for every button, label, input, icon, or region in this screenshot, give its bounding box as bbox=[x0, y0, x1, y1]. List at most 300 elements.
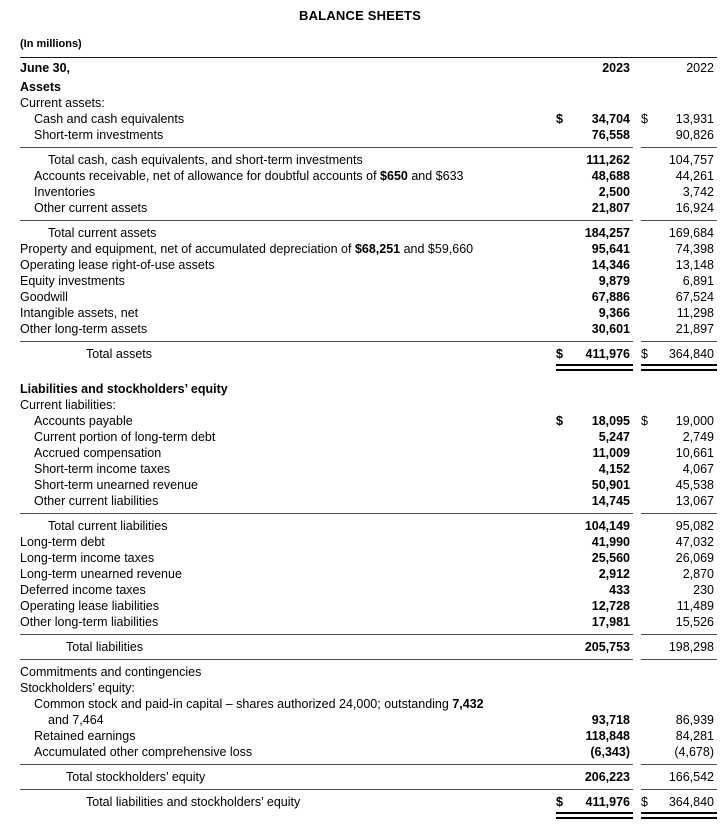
value-2023 bbox=[556, 289, 633, 305]
row-label: Short-term unearned revenue bbox=[34, 478, 198, 492]
value-2022 bbox=[641, 728, 717, 744]
row-label: Operating lease right-of-use assets bbox=[20, 258, 215, 272]
amount-2022: 13,931 bbox=[675, 112, 714, 126]
amount-2022: 104,757 bbox=[668, 153, 714, 167]
value-2022 bbox=[641, 168, 717, 184]
rule-segment-right bbox=[641, 789, 717, 790]
statement-row bbox=[20, 95, 717, 111]
value-2023 bbox=[556, 566, 633, 582]
value-2022 bbox=[641, 639, 717, 655]
column-gap bbox=[633, 550, 641, 566]
rule-segment-right bbox=[641, 659, 717, 660]
column-gap bbox=[633, 273, 641, 289]
column-gap bbox=[633, 168, 641, 184]
rule-segment-right bbox=[641, 341, 717, 342]
row-label: Long-term income taxes bbox=[20, 551, 155, 565]
rule-segment-left bbox=[20, 634, 633, 635]
column-gap bbox=[633, 598, 641, 614]
row-label: Other long-term assets bbox=[20, 322, 148, 336]
value-2023 bbox=[556, 257, 633, 273]
section-rule bbox=[20, 143, 717, 152]
amount-2022: 13,148 bbox=[675, 258, 714, 272]
value-2023 bbox=[556, 744, 633, 760]
row-label: Short-term income taxes bbox=[34, 462, 171, 476]
amount-2022: 95,082 bbox=[675, 519, 714, 533]
value-2023 bbox=[556, 111, 633, 127]
value-2022 bbox=[641, 413, 717, 429]
row-label bbox=[20, 696, 717, 712]
dollar-sign-2023: $ bbox=[556, 414, 563, 428]
amount-2022: 6,891 bbox=[682, 274, 714, 288]
amount-2023: 118,848 bbox=[585, 729, 630, 743]
amount-2023: 14,745 bbox=[591, 494, 630, 508]
column-gap bbox=[633, 712, 641, 728]
amount-2023: 2,912 bbox=[598, 567, 630, 581]
statement-row bbox=[20, 614, 717, 630]
value-2022 bbox=[641, 200, 717, 216]
statement-row bbox=[20, 241, 717, 257]
rule-segment-left bbox=[20, 659, 633, 660]
value-2023 bbox=[556, 241, 633, 257]
statement-row bbox=[20, 769, 717, 785]
amount-2022: 3,742 bbox=[682, 185, 714, 199]
statement-row bbox=[20, 321, 717, 337]
value-2022 bbox=[641, 566, 717, 582]
statement-row bbox=[20, 744, 717, 760]
statement-row bbox=[20, 273, 717, 289]
column-gap bbox=[633, 477, 641, 493]
statement-row bbox=[20, 461, 717, 477]
value-2023 bbox=[556, 305, 633, 321]
row-label: Intangible assets, net bbox=[20, 306, 139, 320]
row-label: Stockholders’ equity: bbox=[20, 681, 135, 695]
row-label: Accumulated other comprehensive loss bbox=[34, 745, 253, 759]
column-gap bbox=[633, 566, 641, 582]
row-label bbox=[20, 241, 556, 257]
amount-2023: 206,223 bbox=[584, 770, 630, 784]
value-2023 bbox=[556, 461, 633, 477]
amount-2023: 25,560 bbox=[591, 551, 630, 565]
statement-row bbox=[20, 397, 717, 413]
amount-2022: 15,526 bbox=[675, 615, 714, 629]
double-rule-2022 bbox=[641, 812, 717, 819]
row-label: Current liabilities: bbox=[20, 398, 116, 412]
value-2023 bbox=[556, 346, 633, 362]
column-gap bbox=[633, 639, 641, 655]
amount-2023: 67,886 bbox=[591, 290, 630, 304]
row-label: Goodwill bbox=[20, 290, 68, 304]
value-2022 bbox=[641, 794, 717, 810]
statement-row bbox=[20, 550, 717, 566]
double-rule-2022 bbox=[641, 364, 717, 371]
column-gap bbox=[633, 461, 641, 477]
rule-segment-left bbox=[20, 220, 633, 221]
column-gap bbox=[633, 812, 641, 819]
amount-2022: 84,281 bbox=[675, 729, 714, 743]
amount-2023: 41,990 bbox=[591, 535, 630, 549]
amount-2023: 411,976 bbox=[585, 347, 630, 361]
double-rule-spacer bbox=[20, 364, 556, 371]
section-rule bbox=[20, 760, 717, 769]
amount-2022: 74,398 bbox=[675, 242, 714, 256]
row-label: Total current liabilities bbox=[48, 519, 168, 533]
amount-2023: 184,257 bbox=[584, 226, 630, 240]
statement-row bbox=[20, 639, 717, 655]
amount-2022: 11,489 bbox=[676, 599, 714, 613]
label-part: 7,432 bbox=[452, 697, 484, 711]
amount-2022: 2,749 bbox=[682, 430, 714, 444]
amount-2023: 95,641 bbox=[591, 242, 630, 256]
row-label: Other current liabilities bbox=[34, 494, 159, 508]
amount-2022: 10,661 bbox=[675, 446, 714, 460]
rule-segment-left bbox=[20, 513, 633, 514]
amount-2022: 16,924 bbox=[675, 201, 714, 215]
amount-2022: 21,897 bbox=[675, 322, 714, 336]
row-label: Total stockholders’ equity bbox=[66, 770, 206, 784]
value-2022 bbox=[641, 241, 717, 257]
amount-2022: 19,000 bbox=[675, 414, 714, 428]
rule-segment-left bbox=[20, 147, 633, 148]
column-gap bbox=[633, 493, 641, 509]
amount-2022: 2,870 bbox=[682, 567, 714, 581]
amount-2023: 48,688 bbox=[591, 169, 630, 183]
amount-2023: 2,500 bbox=[598, 185, 630, 199]
statement-row bbox=[20, 127, 717, 143]
value-2022 bbox=[641, 273, 717, 289]
double-rule-2023 bbox=[556, 812, 633, 819]
value-2022 bbox=[641, 111, 717, 127]
amount-2023: 18,095 bbox=[591, 414, 630, 428]
amount-2023: 17,981 bbox=[591, 615, 630, 629]
column-header-row bbox=[20, 58, 717, 79]
statement-row bbox=[20, 445, 717, 461]
value-2023 bbox=[556, 477, 633, 493]
row-label bbox=[20, 168, 556, 184]
value-2023 bbox=[556, 518, 633, 534]
double-rule bbox=[20, 812, 717, 819]
row-label: Accounts payable bbox=[34, 414, 133, 428]
amount-2023: 5,247 bbox=[598, 430, 630, 444]
amount-2022: 44,261 bbox=[675, 169, 714, 183]
amount-2023: 205,753 bbox=[584, 640, 630, 654]
row-label: Long-term debt bbox=[20, 535, 105, 549]
statement-row bbox=[20, 493, 717, 509]
amount-2022: 86,939 bbox=[675, 713, 714, 727]
value-2022 bbox=[641, 518, 717, 534]
statement-rows bbox=[20, 79, 717, 819]
amount-2022: 4,067 bbox=[682, 462, 714, 476]
amount-2023: 9,879 bbox=[598, 274, 630, 288]
value-2022 bbox=[641, 769, 717, 785]
statement-row bbox=[20, 257, 717, 273]
label-part: Property and equipment, net of accumulated depreciation of bbox=[20, 242, 355, 256]
section-rule bbox=[20, 655, 717, 664]
statement-row bbox=[20, 289, 717, 305]
column-gap bbox=[633, 728, 641, 744]
column-gap bbox=[633, 364, 641, 371]
value-2023 bbox=[556, 127, 633, 143]
value-2022 bbox=[641, 477, 717, 493]
statement-row bbox=[20, 696, 717, 712]
statement-row bbox=[20, 518, 717, 534]
label-part: $650 bbox=[380, 169, 408, 183]
value-2023 bbox=[556, 200, 633, 216]
value-2023 bbox=[556, 598, 633, 614]
rule-segment-right bbox=[641, 513, 717, 514]
label-part: Accounts receivable, net of allowance for doubtful accounts of bbox=[34, 169, 381, 183]
column-gap bbox=[633, 346, 641, 362]
column-header-2023: 2023 bbox=[602, 61, 630, 75]
amount-2023: 411,976 bbox=[585, 795, 630, 809]
dollar-sign-2022: $ bbox=[641, 112, 648, 126]
statement-row bbox=[20, 225, 717, 241]
column-gap bbox=[633, 200, 641, 216]
row-label: Retained earnings bbox=[34, 729, 136, 743]
row-label: Current assets: bbox=[20, 96, 105, 110]
statement-row bbox=[20, 152, 717, 168]
section-rule bbox=[20, 785, 717, 794]
value-2022 bbox=[641, 461, 717, 477]
value-2022 bbox=[641, 582, 717, 598]
statement-row bbox=[20, 680, 717, 696]
row-label: Short-term investments bbox=[34, 128, 164, 142]
value-2022 bbox=[641, 346, 717, 362]
column-gap bbox=[633, 769, 641, 785]
column-gap bbox=[633, 413, 641, 429]
amount-2022: 11,298 bbox=[676, 306, 714, 320]
row-label: Total cash, cash equivalents, and short-term investments bbox=[48, 153, 363, 167]
rule-segment-left bbox=[20, 341, 633, 342]
value-2023 bbox=[556, 639, 633, 655]
section-rule bbox=[20, 337, 717, 346]
dollar-sign-2022: $ bbox=[641, 414, 648, 428]
row-label: Commitments and contingencies bbox=[20, 665, 202, 679]
value-2023 bbox=[556, 550, 633, 566]
value-2022 bbox=[641, 289, 717, 305]
section-rule bbox=[20, 509, 717, 518]
column-gap bbox=[633, 518, 641, 534]
value-2022 bbox=[641, 257, 717, 273]
statement-row bbox=[20, 305, 717, 321]
column-gap bbox=[633, 305, 641, 321]
value-2023 bbox=[556, 321, 633, 337]
amount-2023: 21,807 bbox=[591, 201, 630, 215]
amount-2022: 47,032 bbox=[675, 535, 714, 549]
column-gap bbox=[633, 582, 641, 598]
column-gap bbox=[633, 184, 641, 200]
amount-2022: 230 bbox=[693, 583, 714, 597]
rule-segment-right bbox=[641, 634, 717, 635]
dollar-sign-2023: $ bbox=[556, 112, 563, 126]
value-2022 bbox=[641, 429, 717, 445]
dollar-sign-2023: $ bbox=[556, 347, 563, 361]
row-label: Equity investments bbox=[20, 274, 125, 288]
amount-2022: 166,542 bbox=[668, 770, 714, 784]
value-2023 bbox=[556, 225, 633, 241]
amount-2022: 364,840 bbox=[668, 347, 714, 361]
rule-segment-left bbox=[20, 764, 633, 765]
column-header-2022: 2022 bbox=[686, 61, 714, 75]
statement-row bbox=[20, 566, 717, 582]
value-2023 bbox=[556, 273, 633, 289]
row-label: Total liabilities bbox=[66, 640, 144, 654]
value-2022 bbox=[641, 712, 717, 728]
amount-2022: 45,538 bbox=[675, 478, 714, 492]
row-label: Total liabilities and stockholders’ equity bbox=[86, 795, 301, 809]
value-2022 bbox=[641, 534, 717, 550]
row-label: and 7,464 bbox=[48, 713, 104, 727]
value-2023 bbox=[556, 534, 633, 550]
statement-row bbox=[20, 712, 717, 728]
value-2023 bbox=[556, 168, 633, 184]
statement-row bbox=[20, 598, 717, 614]
row-label: Operating lease liabilities bbox=[20, 599, 159, 613]
column-gap bbox=[633, 111, 641, 127]
value-2023 bbox=[556, 712, 633, 728]
statement-row bbox=[20, 582, 717, 598]
value-2022 bbox=[641, 184, 717, 200]
row-label: Liabilities and stockholders’ equity bbox=[20, 382, 228, 396]
column-gap bbox=[633, 534, 641, 550]
amount-2022: 67,524 bbox=[675, 290, 714, 304]
value-2023 bbox=[556, 582, 633, 598]
document-title: BALANCE SHEETS bbox=[299, 8, 421, 23]
amount-2022: 13,067 bbox=[675, 494, 714, 508]
amount-2023: 50,901 bbox=[591, 478, 630, 492]
value-2023 bbox=[556, 614, 633, 630]
section-rule bbox=[20, 630, 717, 639]
double-rule-2023 bbox=[556, 364, 633, 371]
row-label: Assets bbox=[20, 80, 61, 94]
statement-row bbox=[20, 477, 717, 493]
date-label: June 30, bbox=[20, 61, 71, 75]
column-gap bbox=[633, 241, 641, 257]
amount-2023: 104,149 bbox=[584, 519, 630, 533]
row-label: Other long-term liabilities bbox=[20, 615, 159, 629]
column-gap bbox=[633, 445, 641, 461]
value-2022 bbox=[641, 550, 717, 566]
amount-2023: 76,558 bbox=[591, 128, 630, 142]
double-rule bbox=[20, 364, 717, 371]
value-2022 bbox=[641, 225, 717, 241]
column-gap bbox=[633, 225, 641, 241]
amount-2023: 11,009 bbox=[592, 446, 630, 460]
value-2022 bbox=[641, 305, 717, 321]
amount-2023: 93,718 bbox=[591, 713, 630, 727]
value-2023 bbox=[556, 769, 633, 785]
section-header-row bbox=[20, 79, 717, 95]
value-2023 bbox=[556, 184, 633, 200]
amount-2023: 433 bbox=[609, 583, 630, 597]
section-header-row bbox=[20, 381, 717, 397]
value-2023 bbox=[556, 429, 633, 445]
value-2023 bbox=[556, 728, 633, 744]
column-gap bbox=[633, 58, 641, 79]
statement-row bbox=[20, 664, 717, 680]
value-2022 bbox=[641, 614, 717, 630]
statement-row bbox=[20, 111, 717, 127]
statement-row bbox=[20, 728, 717, 744]
value-2022 bbox=[641, 744, 717, 760]
value-2022 bbox=[641, 127, 717, 143]
statement-row bbox=[20, 794, 717, 810]
amount-2022: 169,684 bbox=[668, 226, 714, 240]
value-2022 bbox=[641, 445, 717, 461]
value-2022 bbox=[641, 493, 717, 509]
column-gap bbox=[633, 429, 641, 445]
amount-2023: 30,601 bbox=[591, 322, 630, 336]
statement-row bbox=[20, 413, 717, 429]
statement-row bbox=[20, 168, 717, 184]
amount-2023: 9,366 bbox=[598, 306, 630, 320]
statement-row bbox=[20, 346, 717, 362]
row-label: Other current assets bbox=[34, 201, 148, 215]
value-2023 bbox=[556, 445, 633, 461]
label-part: $68,251 bbox=[354, 242, 401, 256]
row-label: Total current assets bbox=[48, 226, 157, 240]
label-part: and $633 bbox=[407, 169, 464, 183]
dollar-sign-2022: $ bbox=[641, 347, 648, 361]
double-rule-spacer bbox=[20, 812, 556, 819]
column-gap bbox=[633, 152, 641, 168]
row-label: Long-term unearned revenue bbox=[20, 567, 182, 581]
amount-2023: 111,262 bbox=[586, 153, 630, 167]
value-2023 bbox=[556, 413, 633, 429]
section-rule bbox=[20, 216, 717, 225]
units-note: (In millions) bbox=[20, 38, 82, 50]
statement-row bbox=[20, 429, 717, 445]
amount-2023: 34,704 bbox=[591, 112, 630, 126]
amount-2022: 364,840 bbox=[668, 795, 714, 809]
amount-2022: 90,826 bbox=[675, 128, 714, 142]
value-2022 bbox=[641, 152, 717, 168]
statement-row bbox=[20, 200, 717, 216]
value-2022 bbox=[641, 598, 717, 614]
column-gap bbox=[633, 127, 641, 143]
value-2022 bbox=[641, 321, 717, 337]
rule-segment-right bbox=[641, 147, 717, 148]
column-gap bbox=[633, 614, 641, 630]
row-label: Cash and cash equivalents bbox=[34, 112, 185, 126]
amount-2022: 26,069 bbox=[675, 551, 714, 565]
column-gap bbox=[633, 289, 641, 305]
column-gap bbox=[633, 744, 641, 760]
row-label: Accrued compensation bbox=[34, 446, 162, 460]
dollar-sign-2023: $ bbox=[556, 795, 563, 809]
row-label: Total assets bbox=[86, 347, 153, 361]
rule-segment-right bbox=[641, 220, 717, 221]
amount-2023: 12,728 bbox=[591, 599, 630, 613]
label-part: Common stock and paid-in capital – shares authorized 24,000; outstanding bbox=[34, 697, 453, 711]
label-part: and $59,660 bbox=[400, 242, 474, 256]
column-gap bbox=[633, 794, 641, 810]
value-2023 bbox=[556, 493, 633, 509]
column-gap bbox=[633, 257, 641, 273]
amount-2022: 198,298 bbox=[668, 640, 714, 654]
column-gap bbox=[633, 321, 641, 337]
amount-2023: 4,152 bbox=[598, 462, 630, 476]
dollar-sign-2022: $ bbox=[641, 795, 648, 809]
value-2023 bbox=[556, 152, 633, 168]
amount-2023: 14,346 bbox=[591, 258, 630, 272]
row-label: Inventories bbox=[34, 185, 96, 199]
rule-segment-right bbox=[641, 764, 717, 765]
value-2023 bbox=[556, 794, 633, 810]
statement-row bbox=[20, 184, 717, 200]
row-label: Deferred income taxes bbox=[20, 583, 146, 597]
statement-row bbox=[20, 534, 717, 550]
document-body bbox=[20, 37, 717, 819]
